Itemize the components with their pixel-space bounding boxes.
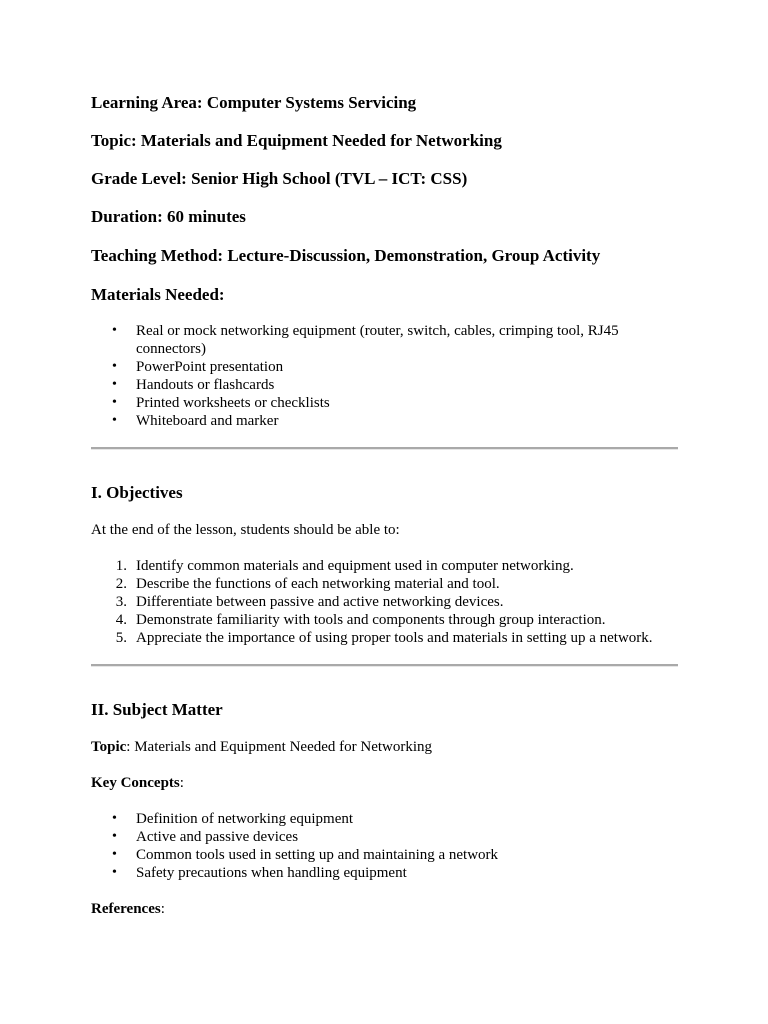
materials-list	[91, 322, 678, 430]
references-label: References	[91, 901, 161, 917]
list-number: 5.	[115, 630, 127, 646]
list-item: 4. Demonstrate familiarity with tools and components through group interaction.	[91, 611, 678, 629]
list-item: • PowerPoint presentation	[112, 359, 284, 375]
list-number: 2.	[115, 576, 127, 592]
list-number: 4.	[115, 612, 127, 628]
references-line: References:	[91, 901, 165, 917]
list-item: • Handouts or flashcards	[112, 377, 275, 393]
bullet-icon: •	[112, 829, 117, 844]
objectives-list	[91, 557, 678, 647]
horizontal-divider	[91, 447, 678, 450]
grade-level-heading: Grade Level: Senior High School (TVL – ICT: CSS)	[91, 169, 468, 188]
list-number: 3.	[115, 594, 127, 610]
list-item: • Active and passive devices	[112, 829, 299, 845]
topic-label: Topic	[91, 739, 127, 755]
bullet-icon: •	[112, 847, 117, 862]
bullet-icon: •	[112, 359, 117, 374]
bullet-icon: •	[112, 413, 117, 428]
bullet-icon: •	[112, 865, 117, 880]
list-item: 1. Identify common materials and equipment used in computer networking.	[91, 557, 678, 575]
objectives-intro: At the end of the lesson, students should be able to:	[91, 522, 400, 538]
learning-area-heading: Learning Area: Computer Systems Servicing	[91, 93, 417, 112]
bullet-icon: •	[112, 377, 117, 392]
list-item: • Definition of networking equipment	[112, 811, 354, 827]
subject-matter-heading: II. Subject Matter	[91, 700, 223, 719]
horizontal-divider	[91, 664, 678, 667]
list-item: • Real or mock networking equipment (router, switch, cables, crimping tool, RJ45 connectors)	[112, 323, 619, 357]
list-item: 5. Appreciate the importance of using proper tools and materials in setting up a network.	[91, 629, 678, 647]
materials-needed-heading: Materials Needed:	[91, 285, 225, 304]
list-number: 1.	[115, 558, 127, 574]
key-concepts-label: Key Concepts	[91, 775, 180, 791]
key-concepts-line: Key Concepts:	[91, 775, 184, 791]
list-item: • Safety precautions when handling equipment	[112, 865, 407, 881]
list-item: • Common tools used in setting up and maintaining a network	[112, 847, 499, 863]
bullet-icon: •	[112, 395, 117, 410]
bullet-icon: •	[112, 323, 117, 338]
topic-heading: Topic: Materials and Equipment Needed for Networking	[91, 131, 502, 150]
topic-value: : Materials and Equipment Needed for Networking	[126, 739, 433, 755]
list-item: 2. Describe the functions of each networking material and tool.	[91, 575, 678, 593]
list-item: • Whiteboard and marker	[112, 413, 279, 429]
teaching-method-heading: Teaching Method: Lecture-Discussion, Demonstration, Group Activity	[91, 246, 601, 265]
topic-line	[91, 738, 432, 756]
key-concepts-list	[91, 810, 678, 882]
duration-heading: Duration: 60 minutes	[91, 207, 246, 226]
objectives-heading: I. Objectives	[91, 483, 183, 502]
bullet-icon: •	[112, 811, 117, 826]
list-item: • Printed worksheets or checklists	[112, 395, 330, 411]
list-item: 3. Differentiate between passive and active networking devices.	[91, 593, 678, 611]
